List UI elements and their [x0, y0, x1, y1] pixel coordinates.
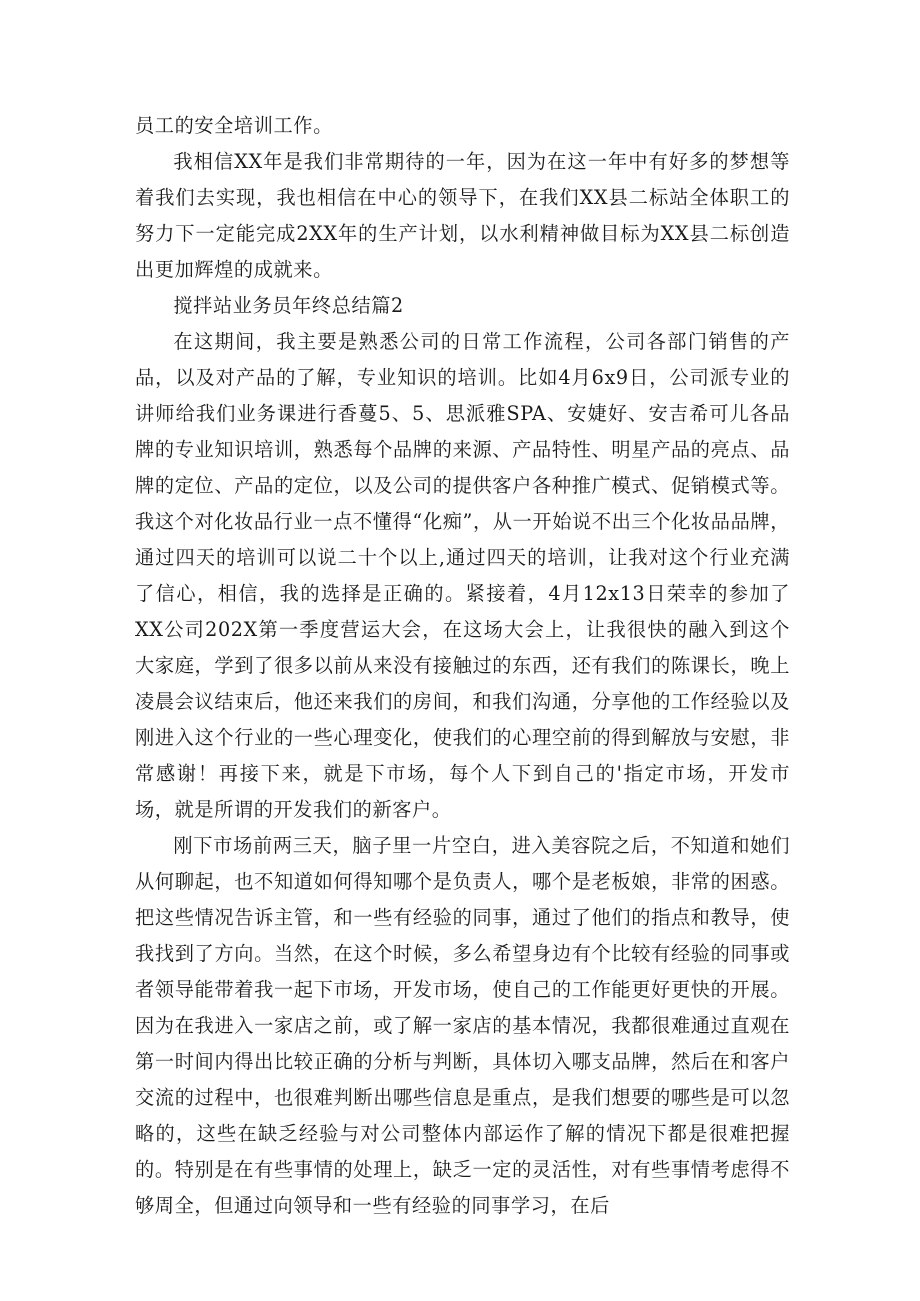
paragraph-market: 刚下市场前两三天，脑子里一片空白，进入美容院之后，不知道和她们从何聊起，也不知道如何得知哪个是负责人，哪个是老板娘，非常的困惑。把这些情况告诉主管，和一些有经验的同事，通过了他们的指点和教导，使我找到了方向。当然，在这个时候，多么希望身边有个比较有经验的同事或者领导能带着我一起下市场，开发市场，使自己的工作能更好更快的开展。因为在我进入一家店之前，或了解一家店的基本情况，我都很难通过直观在第一时间内得出比较正确的分析与判断，具体切入哪支品牌，然后在和客户交流的过程中，也很难判断出哪些信息是重点，是我们想要的哪些是可以忽略的，这些在缺乏经验与对公司整体内部运作了解的情况下都是很难把握的。特别是在有些事情的处理上，缺乏一定的灵活性，对有些事情考虑得不够周全，但通过向领导和一些有经验的同事学习，在后	[135, 834, 790, 1217]
paragraph-expectation: 我相信XX年是我们非常期待的一年，因为在这一年中有好多的梦想等着我们去实现，我也相信在中心的领导下，在我们XX县二标站全体职工的努力下一定能完成2XX年的生产计划，以水利精神做目标为XX县二标创造出更加辉煌的成就来。	[135, 150, 790, 281]
paragraph-continuation: 员工的安全培训工作。	[135, 114, 333, 137]
document-body	[135, 108, 790, 1224]
paragraph-training: 在这期间，我主要是熟悉公司的日常工作流程，公司各部门销售的产品，以及对产品的了解，专业知识的培训。比如4月6x9日，公司派专业的讲师给我们业务课进行香蔓5、5、思派雅SPA、安婕好、安吉希可儿各品牌的专业知识培训，熟悉每个品牌的来源、产品特性、明星产品的亮点、品牌的定位、产品的定位，以及公司的提供客户各种推广模式、促销模式等。我这个对化妆品行业一点不懂得“化痴”，从一开始说不出三个化妆品品牌，通过四天的培训可以说二十个以上,通过四天的培训，让我对这个行业充满了信心，相信，我的选择是正确的。紧接着，4月12x13日荣幸的参加了XX公司202X第一季度营运大会，在这场大会上，让我很快的融入到这个大家庭，学到了很多以前从来没有接触过的东西，还有我们的陈课长，晚上凌晨会议结束后，他还来我们的房间，和我们沟通，分享他的工作经验以及刚进入这个行业的一些心理变化，使我们的心理空前的得到解放与安慰，非常感谢！再接下来，就是下市场，每个人下到自己的'指定市场，开发市场，就是所谓的开发我们的新客户。	[135, 330, 790, 821]
section-heading: 搅拌站业务员年终总结篇2	[173, 294, 404, 317]
